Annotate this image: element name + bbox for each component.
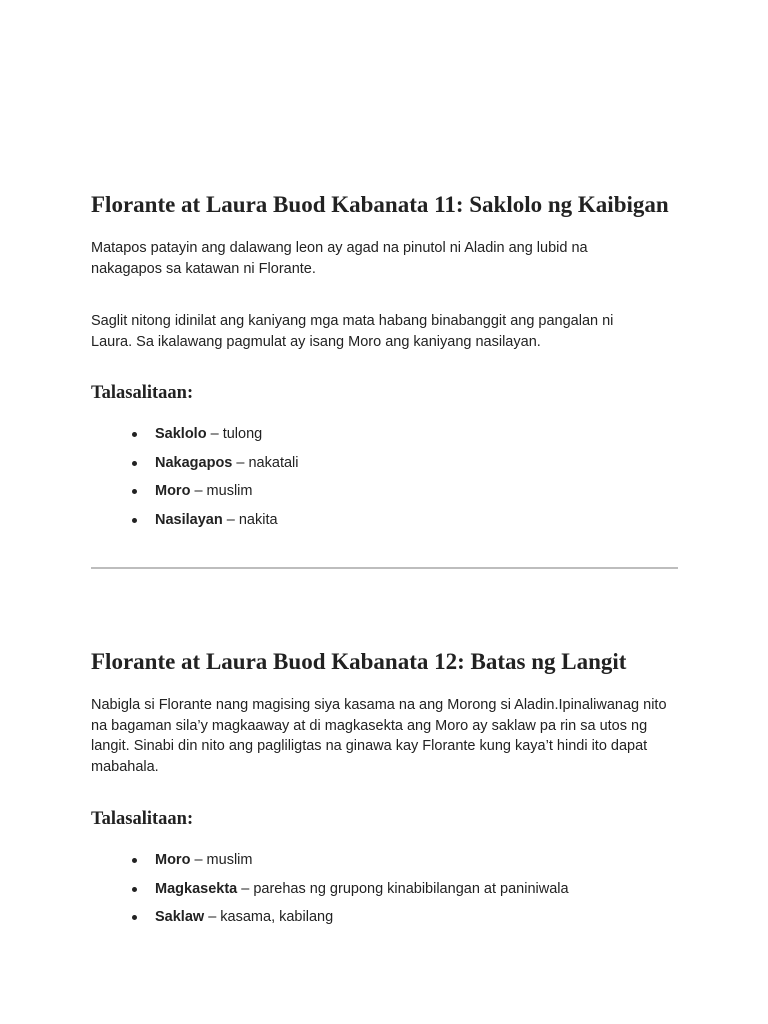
vocab-definition: – tulong — [206, 426, 263, 442]
vocab-item — [91, 481, 678, 510]
section-1-paragraph-2: Saglit nitong idinilat ang kaniyang mga mata habang binabanggit ang pangalan ni Laura. Sa ikalawang pagmulat ay isang Moro ang kaniyang nasilayan. — [91, 313, 614, 350]
bullet-icon — [132, 518, 137, 523]
bullet-icon — [132, 461, 137, 466]
bullet-icon — [132, 432, 137, 437]
vocab-term: Nakagapos — [155, 454, 233, 471]
bullet-icon — [132, 858, 137, 863]
vocab-term: Moro — [155, 483, 191, 500]
vocab-term: Saklaw — [155, 909, 205, 926]
section-divider — [91, 567, 678, 569]
bullet-icon — [132, 915, 137, 920]
vocab-definition: – kasama, kabilang — [204, 909, 334, 926]
vocab-definition: – nakatali — [232, 454, 299, 471]
section-1-title: Florante at Laura Buod Kabanata 11: Saklolo ng Kaibigan — [91, 192, 669, 217]
section-2-vocab-heading: Talasalitaan: — [91, 809, 194, 829]
vocab-item — [91, 879, 678, 908]
vocab-definition: – muslim — [190, 483, 253, 500]
section-1-vocab-list — [91, 424, 678, 538]
section-1-vocab-heading: Talasalitaan: — [91, 383, 194, 403]
section-2-paragraph-1: Nabigla si Florante nang magising siya kasama na ang Morong si Aladin.Ipinaliwanag nito na bagaman sila’y magkaaway at di magkasekta ang Moro ay saklaw pa rin sa utos ng langit. Sinabi din nito ang pagliligtas na ginawa kay Florante kung kaya’t hindi ito dapat mabahala. — [91, 697, 667, 775]
bullet-icon — [132, 887, 137, 892]
vocab-item — [91, 907, 678, 936]
vocab-definition: – nakita — [222, 511, 278, 528]
vocab-term: Magkasekta — [155, 880, 238, 897]
bullet-icon — [132, 489, 137, 494]
vocab-term: Nasilayan — [155, 511, 223, 528]
vocab-term: Saklolo — [155, 426, 207, 442]
vocab-item — [91, 424, 678, 453]
section-1-paragraph-1: Matapos patayin ang dalawang leon ay agad na pinutol ni Aladin ang lubid na nakagapos sa katawan ni Florante. — [91, 240, 588, 277]
vocab-term: Moro — [155, 852, 191, 868]
vocab-item — [91, 453, 678, 482]
vocab-item — [91, 510, 678, 539]
section-2-vocab-list — [91, 850, 678, 936]
vocab-definition: – parehas ng grupong kinabibilangan at paniniwala — [237, 880, 569, 897]
section-2-title: Florante at Laura Buod Kabanata 12: Batas ng Langit — [91, 649, 627, 674]
vocab-definition: – muslim — [190, 852, 253, 868]
vocab-item — [91, 850, 678, 879]
